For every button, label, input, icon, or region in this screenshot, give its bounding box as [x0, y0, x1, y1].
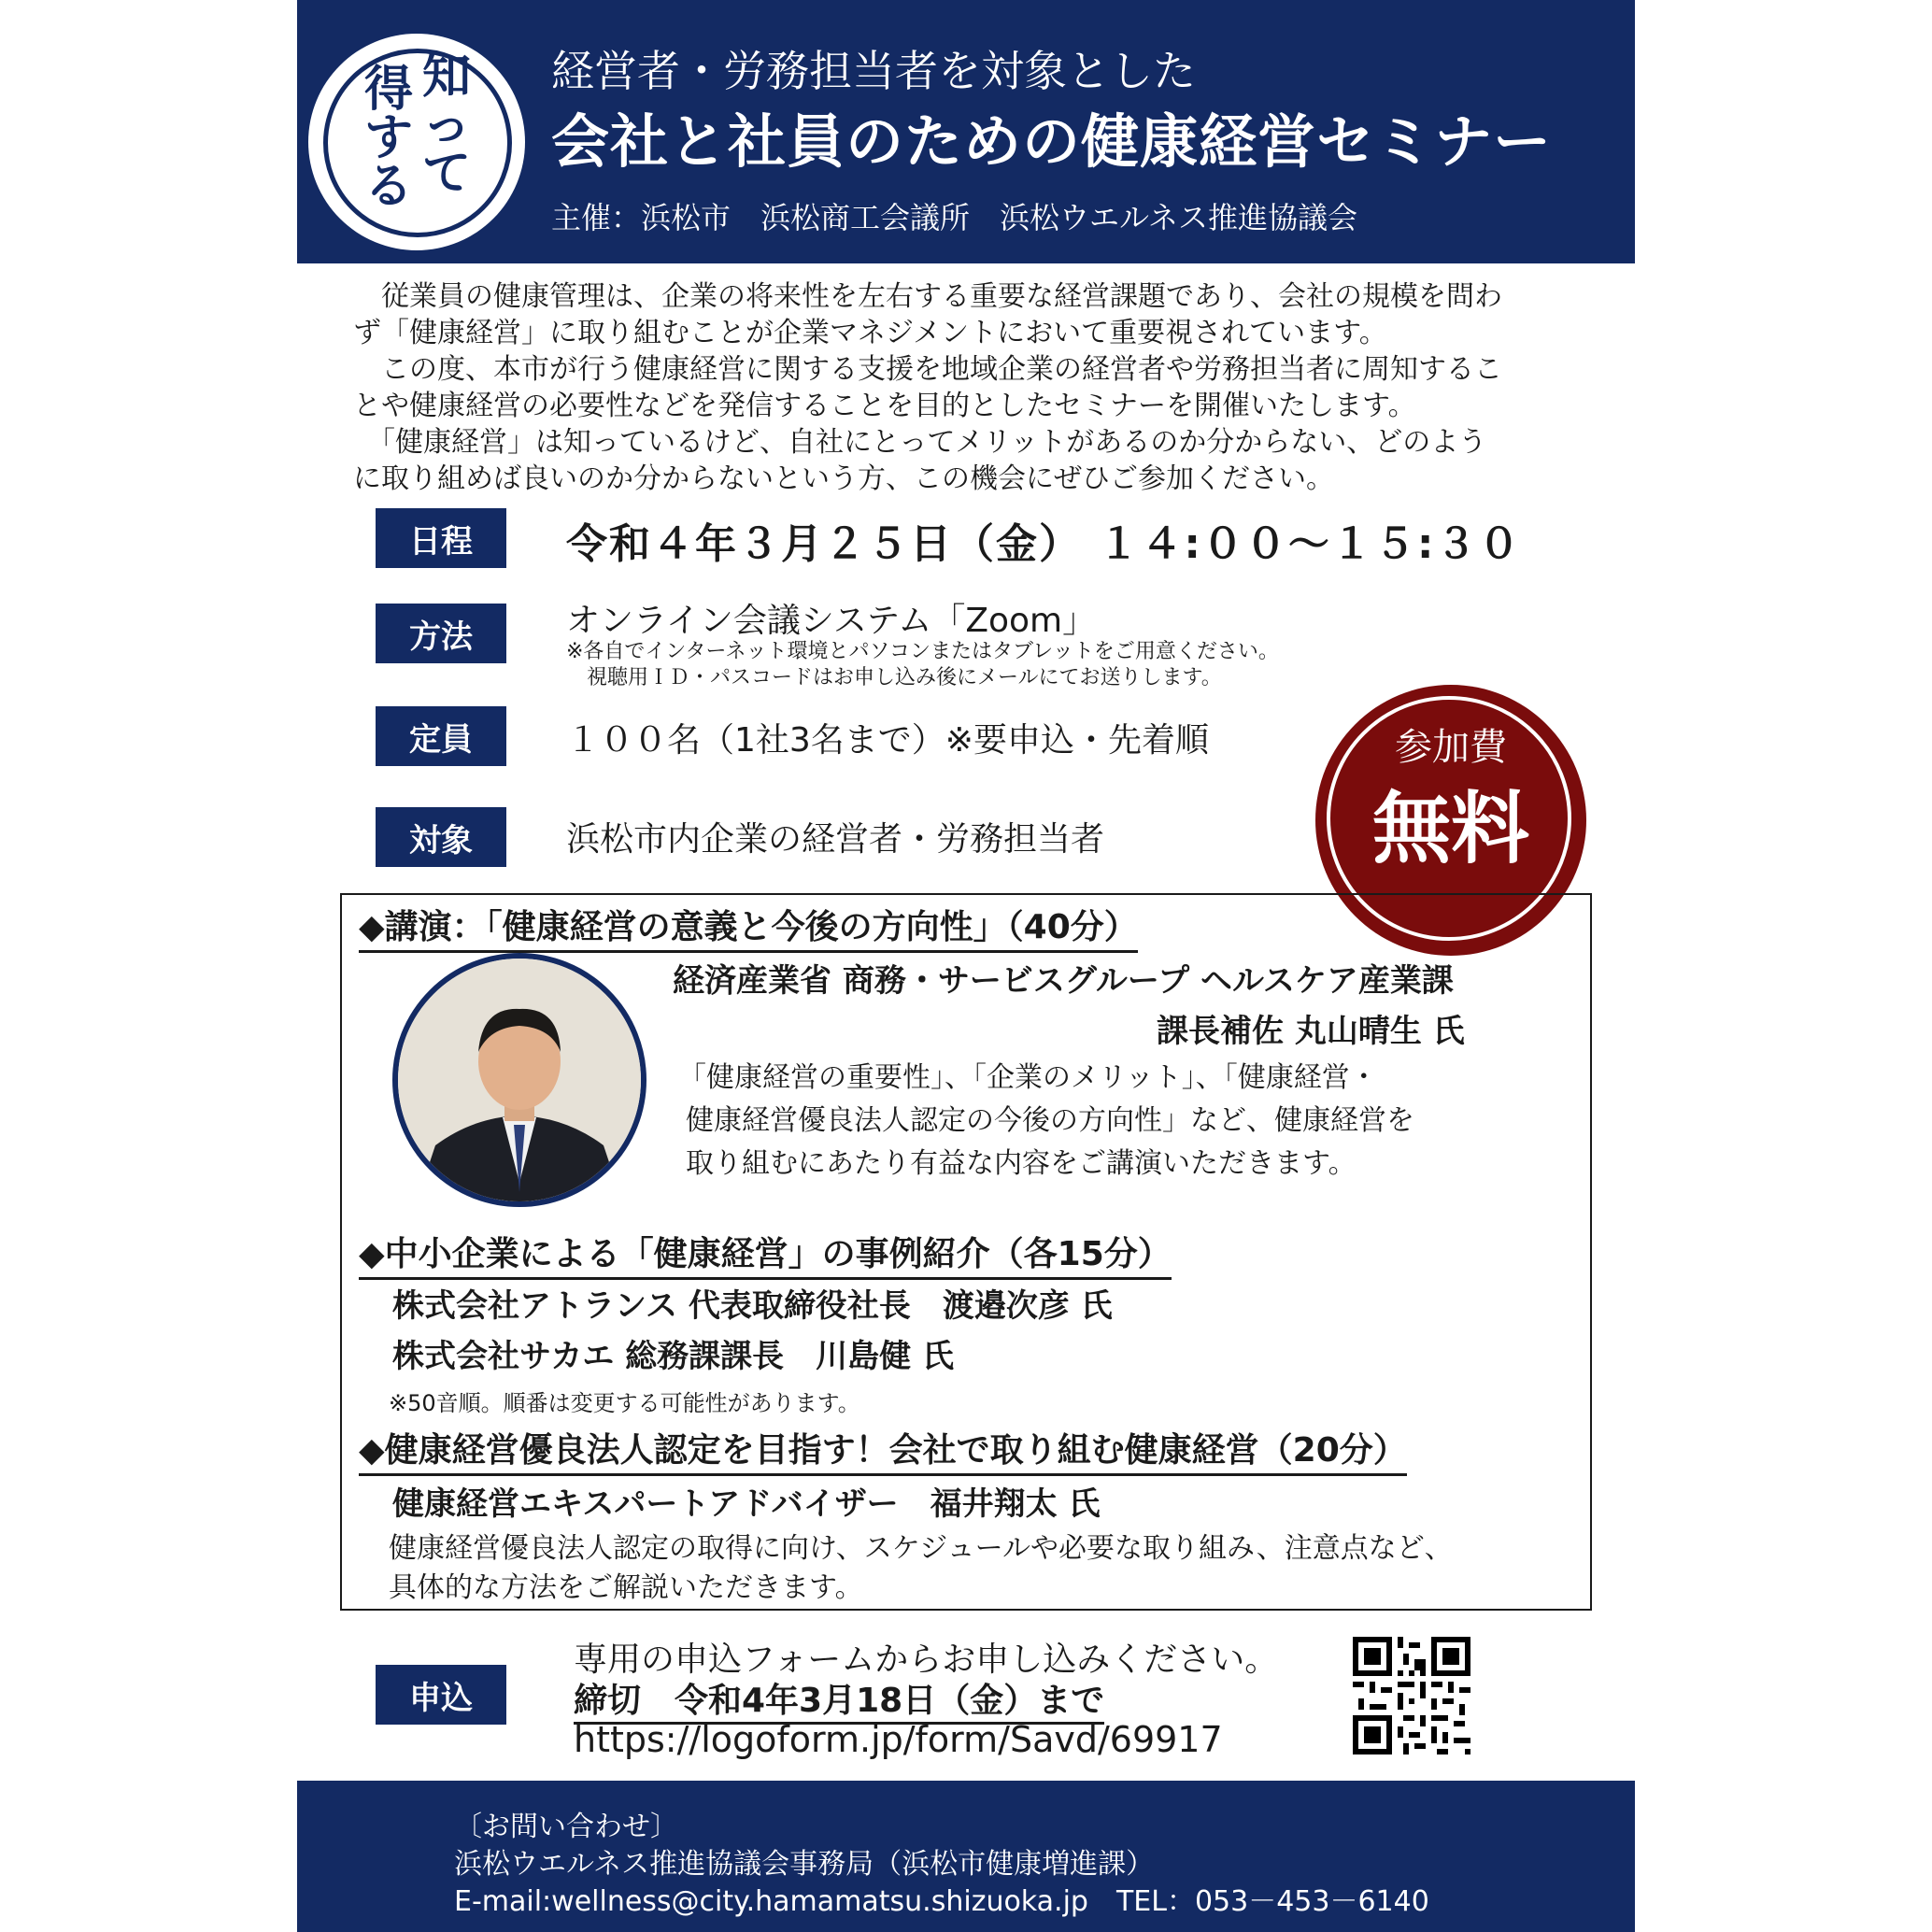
- lecture-desc: 取り組むにあたり有益な内容をご講演いただきます。: [686, 1147, 1357, 1180]
- cert-desc: 具体的な方法をご解説いただきます。: [389, 1571, 863, 1604]
- target-label: 対象: [376, 807, 506, 867]
- method-value: オンライン会議システム「Zoom」: [566, 602, 1097, 640]
- cert-speaker: 健康経営エキスパートアドバイザー 福井翔太 氏: [392, 1485, 1101, 1523]
- method-note: ※各自でインターネット環境とパソコンまたはタブレットをご用意ください。: [566, 640, 1279, 663]
- stamp-char: て: [421, 145, 471, 202]
- speaker-photo-image: [398, 959, 641, 1201]
- footer-contact: E-mail:wellness@city.hamamatsu.shizuoka.jp TEL：053－453－6140: [454, 1885, 1429, 1918]
- intro-line: 従業員の健康管理は、企業の将来性を左右する重要な経営課題であり、会社の規模を問わ: [353, 280, 1502, 313]
- intro-line: この度、本市が行う健康経営に関する支援を地域企業の経営者や労務担当者に周知するこ: [353, 353, 1502, 386]
- lecture-org: 経済産業省 商務・サービスグループ ヘルスケア産業課: [673, 962, 1454, 1000]
- lecture-desc: 健康経営優良法人認定の今後の方向性」など、健康経営を: [686, 1104, 1414, 1137]
- qr-code-icon[interactable]: [1353, 1637, 1470, 1754]
- capacity-value: １００名（1社3名まで）※要申込・先着順: [566, 721, 1209, 760]
- cases-title: ◆中小企業による「健康経営」の事例紹介（各15分）: [359, 1228, 1172, 1280]
- method-note: 視聴用ＩＤ・パスコードはお申し込み後にメールにてお送りします。: [566, 666, 1222, 689]
- intro-line: とや健康経営の必要性などを発信することを目的としたセミナーを開催いたします。: [353, 390, 1416, 422]
- fee-value: 無料: [1371, 783, 1529, 874]
- apply-instruction: 専用の申込フォームからお申し込みください。: [574, 1641, 1279, 1679]
- case-speaker: 株式会社アトランス 代表取締役社長 渡邉次彦 氏: [392, 1287, 1113, 1325]
- apply-url-link[interactable]: https://logoform.jp/form/Savd/69917: [574, 1719, 1223, 1760]
- apply-label: 申込: [376, 1665, 506, 1725]
- stamp-text-1: [420, 48, 473, 202]
- apply-deadline: 締切 令和4年3月18日（金）まで: [574, 1674, 1104, 1725]
- stamp-char: っ: [421, 96, 471, 153]
- stamp-char: る: [363, 158, 413, 215]
- cases-note: ※50音順。順番は変更する可能性があります。: [389, 1390, 860, 1416]
- target-value: 浜松市内企業の経営者・労務担当者: [566, 820, 1105, 859]
- header-subtitle: 経営者・労務担当者を対象とした: [551, 46, 1196, 96]
- stamp-ring: [323, 49, 512, 237]
- stamp-char: 知: [421, 48, 471, 105]
- stamp-char: す: [363, 109, 413, 166]
- intro-line: 「健康経営」は知っているけど、自社にとってメリットがあるのか分からない、どのよう: [353, 426, 1487, 459]
- fee-label: 参加費: [1395, 726, 1507, 769]
- speaker-photo: [392, 953, 646, 1207]
- schedule-value: 令和４年３月２５日（金） １４:００～１５:３０: [566, 520, 1522, 568]
- cert-desc: 健康経営優良法人認定の取得に向け、スケジュールや必要な取り組み、注意点など、: [389, 1532, 1453, 1565]
- footer-office: 浜松ウエルネス推進協議会事務局（浜松市健康増進課）: [454, 1848, 1155, 1881]
- intro-line: ず「健康経営」に取り組むことが企業マネジメントにおいて重要視されています。: [353, 317, 1387, 349]
- method-label: 方法: [376, 604, 506, 663]
- capacity-label: 定員: [376, 706, 506, 766]
- stamp-char: 得: [363, 61, 413, 118]
- organizers: 主催：浜松市 浜松商工会議所 浜松ウエルネス推進協議会: [551, 200, 1358, 235]
- page-title: 会社と社員のための健康経営セミナー: [551, 107, 1553, 176]
- case-speaker: 株式会社サカエ 総務課課長 川島健 氏: [392, 1338, 954, 1375]
- cert-title: ◆健康経営優良法人認定を目指す！会社で取り組む健康経営（20分）: [359, 1424, 1407, 1476]
- lecture-title: ◆講演：「健康経営の意義と今後の方向性」（40分）: [359, 901, 1138, 953]
- lecture-desc: 「健康経営の重要性」、「企業のメリット」、「健康経営・: [678, 1061, 1378, 1094]
- footer-inquiry: 〔お問い合わせ〕: [454, 1811, 678, 1843]
- stamp-text-2: [362, 61, 415, 215]
- intro-line: に取り組めば良いのか分からないという方、この機会にぜひご参加ください。: [353, 462, 1334, 495]
- schedule-label: 日程: [376, 508, 506, 568]
- lecture-speaker: 課長補佐 丸山晴生 氏: [1157, 1013, 1465, 1050]
